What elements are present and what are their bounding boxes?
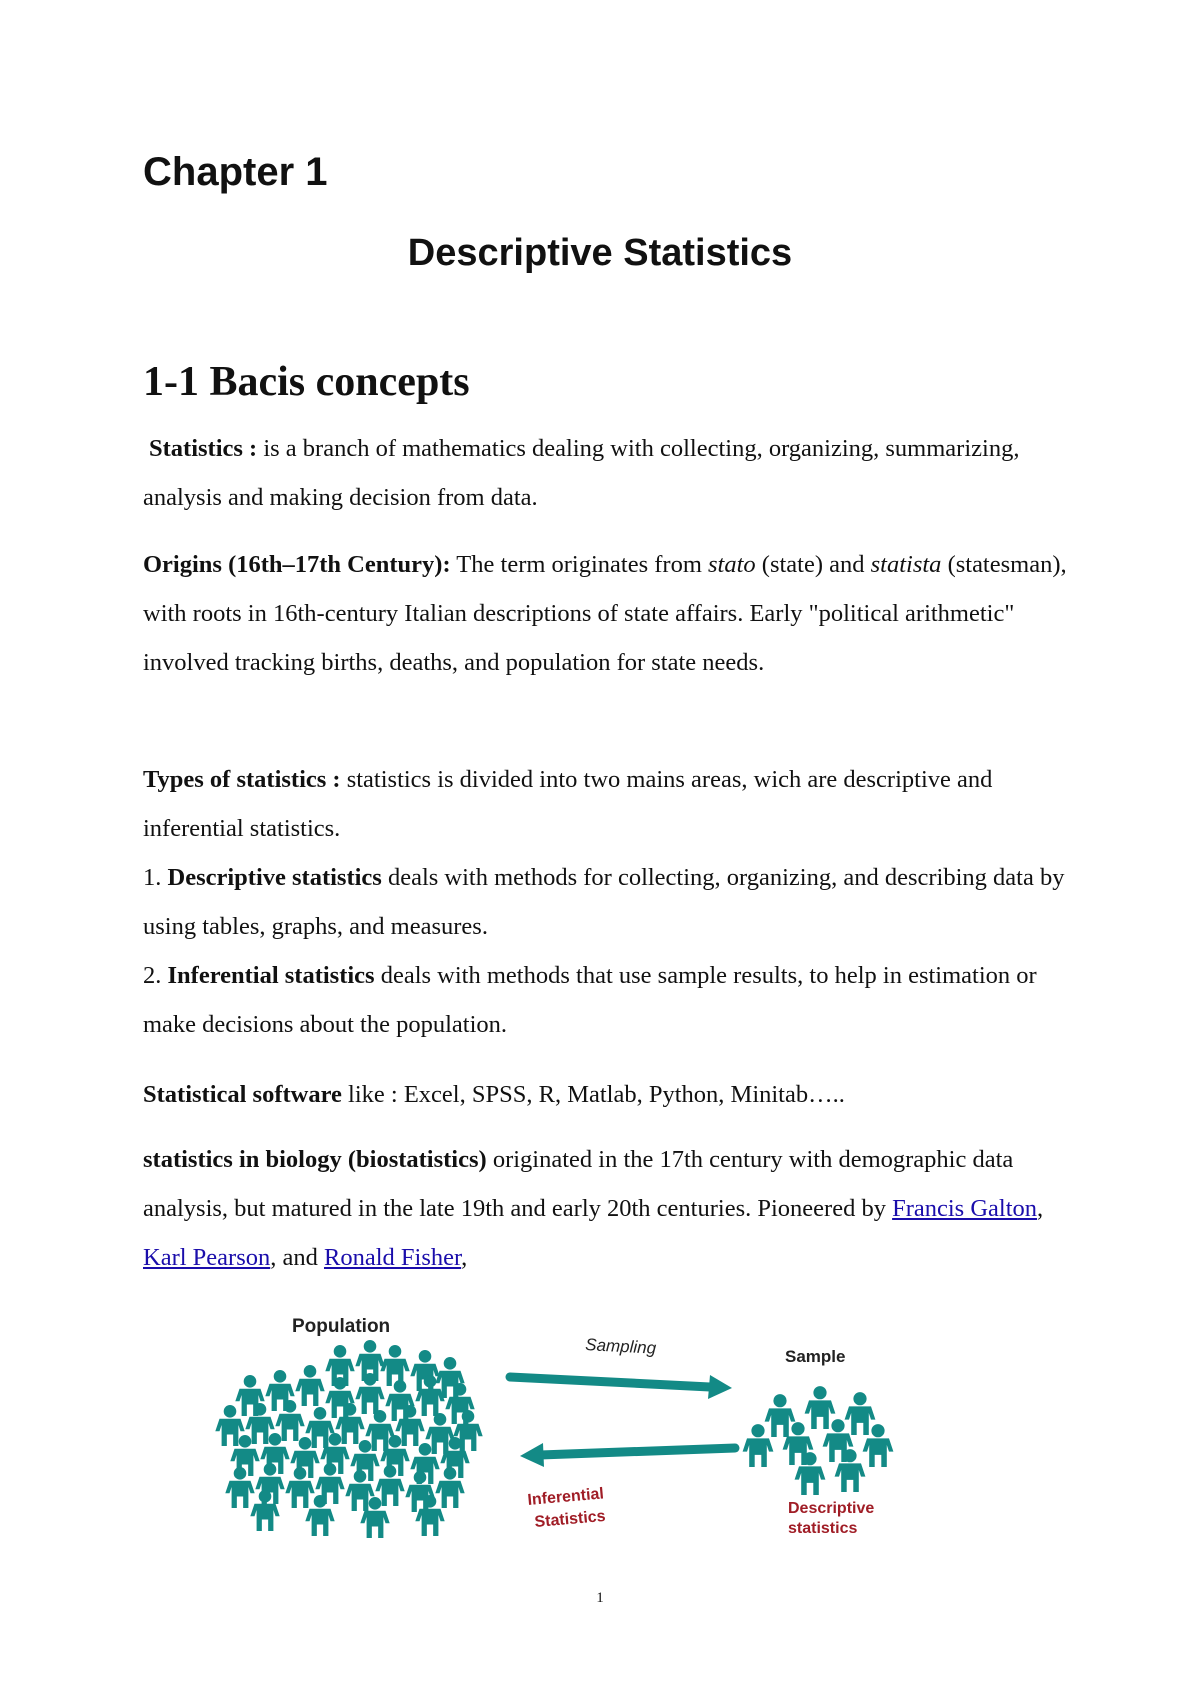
types-item1-term: Descriptive statistics: [167, 864, 382, 891]
origins-italic-stato: stato: [708, 551, 756, 578]
person-icon: [835, 1449, 866, 1492]
page-number: 1: [596, 1590, 604, 1606]
person-icon: [275, 1400, 304, 1441]
definition-paragraph: [143, 424, 1083, 522]
biology-term: statistics in biology (biostatistics): [143, 1146, 487, 1173]
section-heading: 1-1 Bacis concepts: [143, 359, 470, 405]
definition-term: Statistics :: [149, 435, 258, 462]
person-icon: [305, 1495, 334, 1536]
origins-text-1: The term originates from: [450, 551, 709, 578]
person-icon: [295, 1365, 324, 1406]
sampling-arrow-icon: [510, 1375, 732, 1399]
types-term: Types of statistics :: [143, 766, 341, 793]
types-item2-number: 2.: [143, 962, 168, 989]
types-text: statistics is divided into two mains areas, wich are descriptive and inferential statistics.: [143, 766, 993, 842]
biology-text: originated in the 17th century with demographic data analysis, but matured in the late 19th and early 20th centuries. Pioneered by: [143, 1146, 1014, 1222]
sample-label: Sample: [785, 1347, 846, 1366]
origins-term: Origins (16th–17th Century):: [143, 551, 451, 578]
biology-sep-1: ,: [1037, 1195, 1044, 1222]
types-item2-term: Inferential statistics: [167, 962, 375, 989]
population-crowd: [215, 1340, 482, 1538]
person-icon: [845, 1392, 876, 1435]
software-text: like : Excel, SPSS, R, Matlab, Python, Minitab…..: [341, 1081, 845, 1108]
types-item2-text: deals with methods that use sample results, to help in estimation or make decisions about the population.: [143, 962, 1037, 1038]
types-item1-text: deals with methods for collecting, organizing, and describing data by using tables, graphs, and measures.: [143, 864, 1065, 940]
sampling-label: Sampling: [584, 1335, 657, 1358]
chapter-title: Descriptive Statistics: [407, 232, 793, 274]
origins-text-2: (state) and: [755, 551, 871, 578]
origins-paragraph: [143, 540, 1083, 687]
descriptive-label-line2: statistics: [788, 1520, 858, 1537]
biology-end: ,: [461, 1244, 468, 1271]
link-francis-galton[interactable]: Francis Galton: [892, 1195, 1038, 1222]
biology-sep-2: , and: [270, 1244, 324, 1271]
chapter-label: Chapter 1: [143, 150, 328, 194]
person-icon: [765, 1394, 796, 1437]
person-icon: [743, 1424, 774, 1467]
inferential-arrow-icon: [520, 1443, 735, 1467]
origins-italic-statista: statista: [870, 551, 942, 578]
inferential-label-line2: Statistics: [533, 1507, 607, 1531]
person-icon: [805, 1386, 836, 1429]
biology-paragraph: [143, 1135, 1083, 1282]
origins-text-3: (statesman), with roots in 16th-century Italian descriptions of state affairs. Early "political arithmetic" involved tracking births, deaths, and population for state needs.: [143, 551, 1067, 676]
sample-crowd: [743, 1386, 894, 1495]
descriptive-label-line1: Descriptive: [788, 1500, 875, 1517]
person-icon: [795, 1452, 826, 1495]
person-icon: [355, 1373, 384, 1414]
definition-text: is a branch of mathematics dealing with collecting, organizing, summarizing, analysis and making decision from data.: [143, 435, 1020, 511]
link-ronald-fisher[interactable]: Ronald Fisher: [323, 1244, 462, 1271]
link-karl-pearson[interactable]: Karl Pearson: [143, 1244, 271, 1271]
population-sample-figure: [210, 1305, 970, 1565]
types-paragraph: [143, 755, 1083, 1049]
software-term: Statistical software: [143, 1081, 342, 1108]
population-label: Population: [292, 1316, 391, 1337]
software-paragraph: [143, 1070, 1083, 1119]
inferential-label-line1: Inferential: [526, 1485, 605, 1509]
person-icon: [380, 1345, 409, 1386]
person-icon: [415, 1495, 444, 1536]
types-item1-number: 1.: [143, 864, 168, 891]
